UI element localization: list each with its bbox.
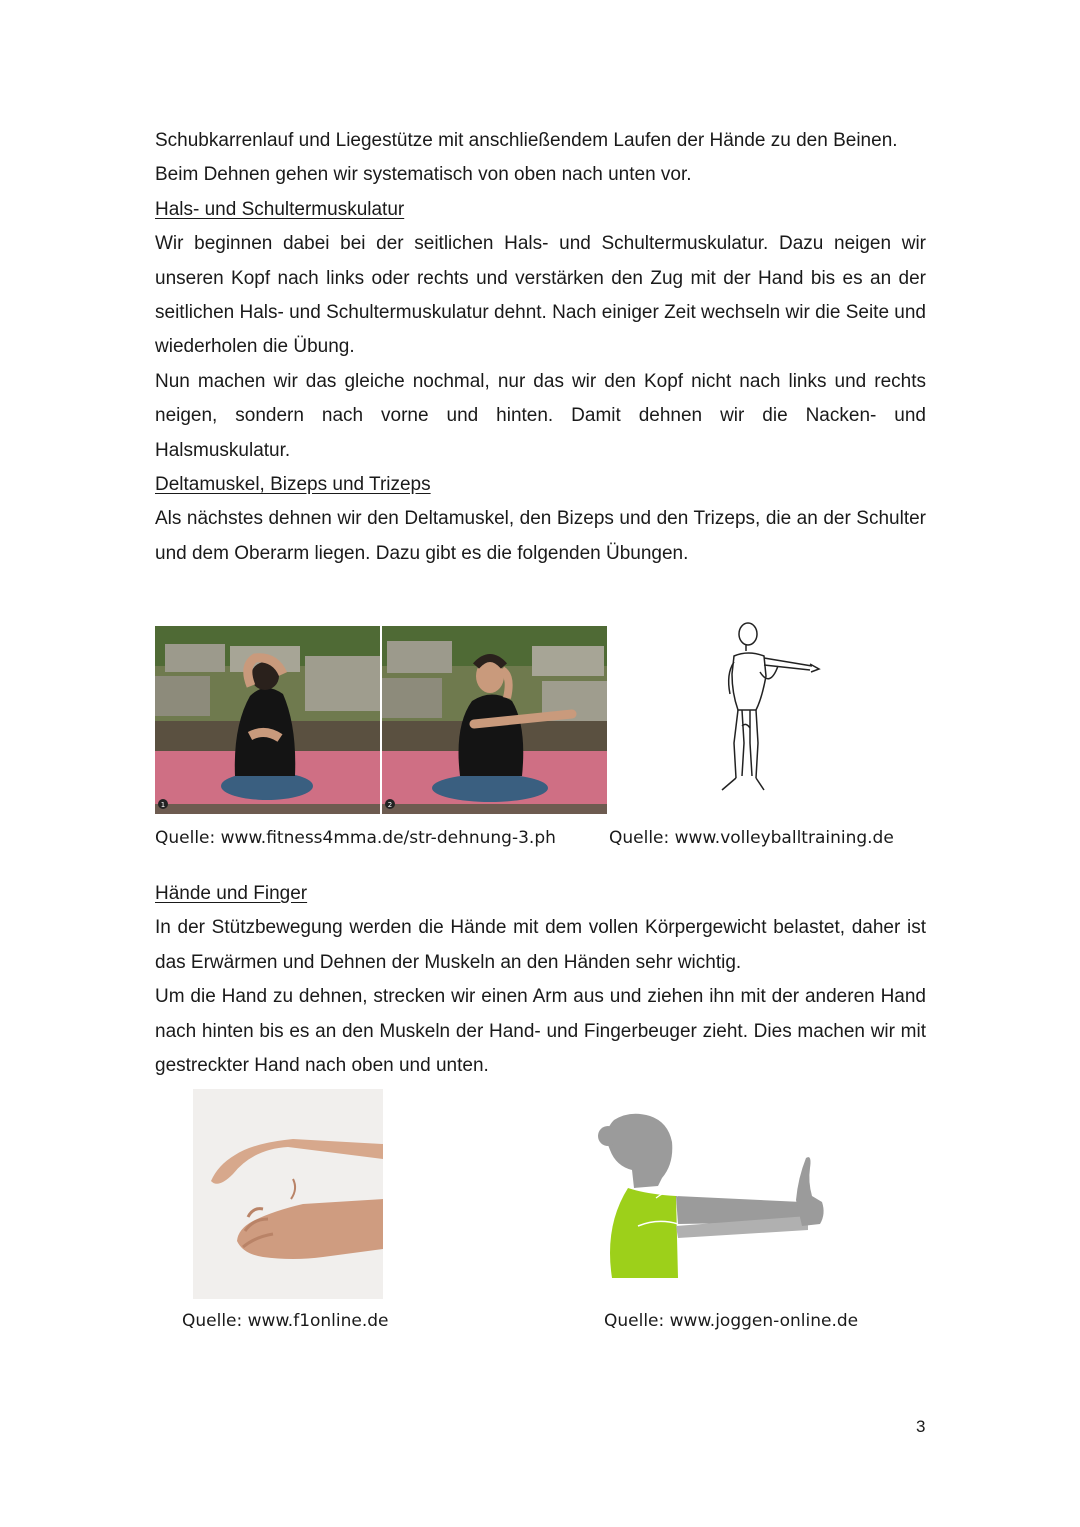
paragraph: Als nächstes dehnen wir den Deltamuskel, den Bizeps und den Trizeps, die an der Schulter und dem Oberarm liegen. Dazu gibt es die folgenden Übungen. [155,508,926,564]
image-caption: Quelle: www.volleyballtraining.de [609,828,894,848]
arm-stretch-illustration [598,1106,826,1278]
text-block-bottom [155,877,926,1083]
image-caption: Quelle: www.joggen-online.de [604,1311,859,1331]
section-heading: Deltamuskel, Bizeps und Trizeps [155,474,431,496]
paragraph: Um die Hand zu dehnen, strecken wir einen Arm aus und ziehen ihn mit der anderen Hand nach hinten bis es an den Muskeln der Hand- und Fingerbeuger zieht. Dies machen wir mit gestreckter Hand nach oben und unten. [155,986,926,1077]
paragraph: Schubkarrenlauf und Liegestütze mit anschließendem Laufen der Hände zu den Beinen. [155,130,898,151]
stretch-photo-2 [382,626,607,814]
text-block-top [155,124,926,571]
page-number: 3 [916,1417,926,1436]
photo-badge: 2 [387,801,393,809]
paragraph: Beim Dehnen gehen wir systematisch von oben nach unten vor. [155,164,692,186]
stretch-photo-1 [155,626,380,814]
section-heading: Hals- und Schultermuskulatur [155,198,405,220]
paragraph: Nun machen wir das gleiche nochmal, nur das wir den Kopf nicht nach links und rechts neigen, sondern nach vorne und hinten. Damit dehnen wir die Nacken- und Halsmuskulatur. [155,370,926,461]
section-heading: Hände und Finger [155,883,308,904]
image-caption: Quelle: www.fitness4mma.de/str-dehnung-3.ph [155,828,556,848]
arm-stretch-sketch [712,618,827,796]
paragraph: Wir beginnen dabei bei der seitlichen Hals- und Schultermuskulatur. Dazu neigen wir unseren Kopf nach links oder rechts und verstärken den Zug mit der Hand bis es an der seitlichen Hals- und Schultermuskulatur dehnt. Nach einiger Zeit wechseln wir die Seite und wiederholen die Übung. [155,233,926,358]
paragraph: In der Stützbewegung werden die Hände mit dem vollen Körpergewicht belastet, daher ist das Erwärmen und Dehnen der Muskeln an den Händen sehr wichtig. [155,917,926,973]
image-caption: Quelle: www.f1online.de [182,1311,389,1331]
photo-badge: 1 [160,801,166,809]
hand-stretch-photo [193,1089,383,1299]
